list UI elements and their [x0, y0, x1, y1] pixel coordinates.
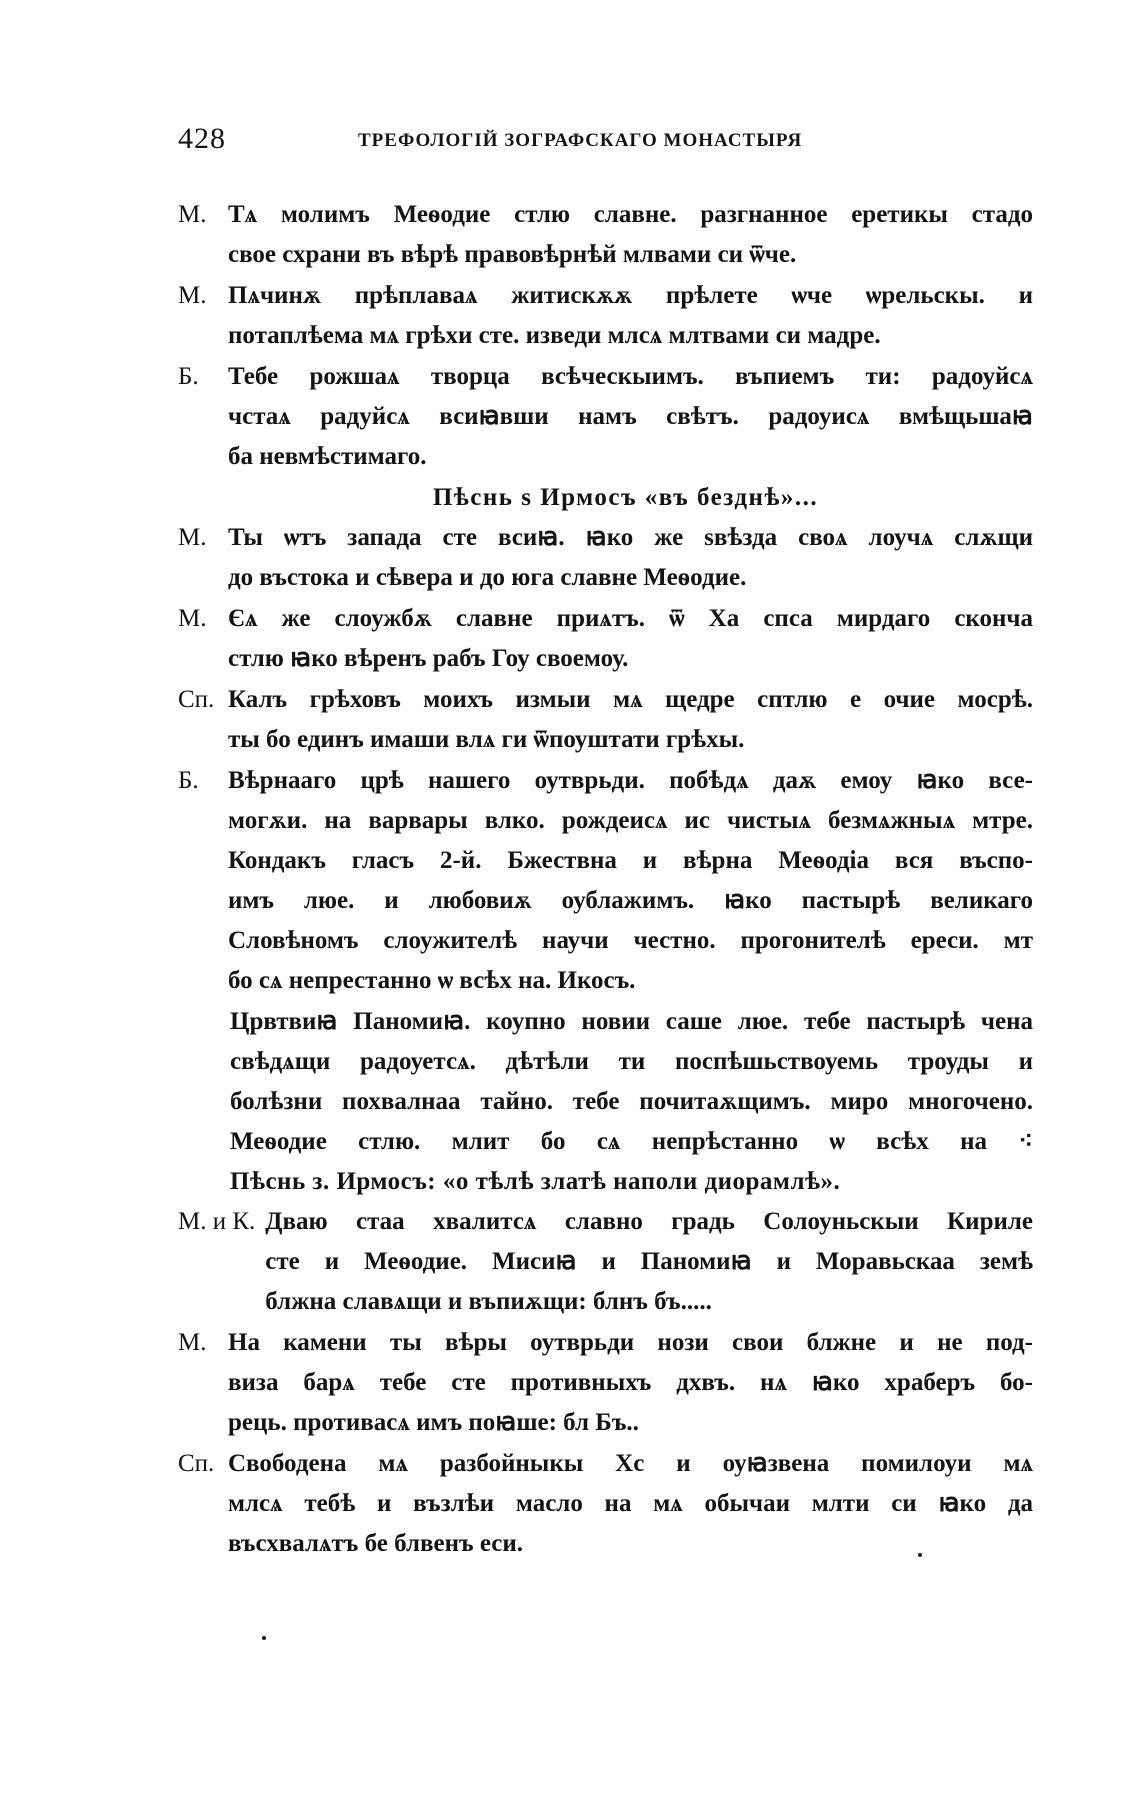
text-line: ба невмѣстимаго. — [228, 443, 427, 470]
text-line: болѣзни похвалнаа тайно. тебе почитаѫщимъ. миро многочено. — [230, 1088, 1033, 1115]
text-line: Калъ грѣховъ моихъ измыи мѧ щедре сптлю е очие мосрѣ. — [228, 686, 1033, 713]
text-line: имъ люе. и любовиѫ оублажимъ. ꙗко пастырѣ великаго — [228, 887, 1033, 914]
verse-lines — [228, 357, 1033, 477]
text-line: Вѣрнааго црѣ нашего оутврьди. побѣдѧ даѫ емоу ꙗко все- — [228, 767, 1033, 794]
speaker-label: Б. — [178, 767, 199, 794]
speaker-label: М. и К. — [178, 1208, 256, 1235]
speaker-label: М. — [178, 282, 207, 309]
speaker-label: М. — [178, 1329, 207, 1356]
text-line: въсхвалѧтъ бе блвенъ еси. — [228, 1530, 523, 1557]
page-header — [178, 122, 1038, 162]
verse-paragraph — [178, 518, 1033, 598]
page-number: 428 — [178, 122, 226, 155]
speaker-label: Сп. — [178, 1450, 215, 1477]
verse-paragraph — [178, 195, 1033, 275]
verse-paragraph — [178, 357, 1033, 477]
verse-lines — [228, 518, 1033, 598]
verse-paragraph — [178, 1202, 1033, 1322]
text-line: Тебе рожшаѧ творца всѣческыимъ. въпиемъ ти: радоуйсѧ — [228, 363, 1033, 390]
speaker-label: Сп. — [178, 686, 215, 713]
text-line: могѫи. на варвары влко. рождеисѧ ис чистыѧ безмѧжныѧ мтре. — [228, 807, 1033, 834]
text-line: блжна славѧщи и въпиѫщи: блнъ бъ..... — [265, 1288, 712, 1315]
text-line: чстаѧ радуйсѧ всиꙗвши намъ свѣтъ. радоуисѧ вмѣщьшаꙗ — [228, 403, 1033, 430]
print-speck — [918, 1553, 922, 1557]
speaker-label: Б. — [178, 363, 199, 390]
verse-lines — [228, 1323, 1033, 1443]
speaker-label: М. — [178, 201, 207, 228]
running-title: ТРЕФОЛОГІЙ ЗОГРАФСКАГО МОНАСТЫРЯ — [358, 130, 803, 151]
text-line: рець. противасѧ имъ поꙗше: бл Бъ.. — [228, 1409, 639, 1436]
text-line: млсѧ тебѣ и възлѣи масло на мѧ обычаи млти си ꙗко да — [228, 1490, 1033, 1517]
song-heading: Пѣснь ѕ Ирмосъ «въ безднѣ»... — [432, 484, 819, 511]
text-line: Црвтвиꙗ Паномиꙗ. коупно новии саше люе. тебе пастырѣ чена — [230, 1008, 1033, 1035]
ikos-block — [178, 1002, 1033, 1162]
text-line: до въстока и сѣвера и до юга славне Меѳодие. — [228, 564, 747, 591]
verse-lines — [228, 1444, 1033, 1564]
verse-lines — [228, 599, 1033, 679]
print-speck — [262, 1636, 266, 1640]
page-body — [178, 195, 1033, 1565]
text-line: Словѣномъ слоужителѣ научи честно. прогонителѣ ереси. мт — [228, 927, 1033, 954]
verse-paragraph — [178, 761, 1033, 1001]
verse-paragraph — [178, 276, 1033, 356]
verse-paragraph — [178, 599, 1033, 679]
song-heading: Пѣснь з. Ирмосъ: «о тѣлѣ златѣ наполи диорамлѣ». — [230, 1168, 841, 1195]
text-line: Тѧ молимъ Меѳодие стлю славне. разгнанное еретикы стадо — [228, 201, 1033, 228]
text-line: виза барѧ тебе сте противныхъ дхвъ. нѧ ꙗко храберъ бо- — [228, 1369, 1033, 1396]
text-line: Двaю стаа хвалитсѧ славно градь Солоуньскыи Кириле — [265, 1208, 1033, 1235]
text-line: Кондакъ гласъ 2-й. Бжествна и вѣрна Меѳодіа вся въспо- — [228, 847, 1033, 874]
verse-lines — [228, 276, 1033, 356]
verse-lines — [265, 1202, 1033, 1322]
speaker-label: М. — [178, 605, 207, 632]
text-line: потаплѣема мѧ грѣхи сте. изведи млсѧ млтвами си мадре. — [228, 322, 881, 349]
text-line: Меѳодие стлю. млит бо сѧ непрѣстанно ѡ всѣх на ⁖ — [230, 1128, 1033, 1155]
verse-paragraph — [178, 1444, 1033, 1564]
text-line: На камени ты вѣры оутврьди нози свои блжне и не под- — [228, 1329, 1033, 1356]
text-line: сте и Меѳодие. Мисиꙗ и Паномиꙗ и Моравьскаа земѣ — [265, 1248, 1033, 1275]
text-line: Пѧчинѫ прѣплаваѧ житискѫѫ прѣлете ѡче ѡрельскы. и — [228, 282, 1033, 309]
text-line: свѣдѧщи радоуетсѧ. дѣтѣли ти поспѣшьствоуемь троуды и — [230, 1048, 1033, 1075]
verse-paragraph — [178, 1323, 1033, 1443]
text-line: Єѧ же слоужбѫ славне приѧтъ. ѿ Ха спса мирдаго скончa — [228, 605, 1033, 632]
text-line: Свободена мѧ разбойныкы Хс и оуꙗзвена помилоуи мѧ — [228, 1450, 1033, 1477]
text-line: бо сѧ непрестанно ѡ всѣх на. Икосъ. — [228, 967, 636, 994]
text-line: ты бо единъ имаши влѧ ги ѿпоуштати грѣхы. — [228, 726, 745, 753]
verse-lines — [228, 761, 1033, 1001]
text-line: стлю ꙗко вѣренъ рабъ Гоу своемоу. — [228, 645, 629, 672]
text-line: свое схрани въ вѣрѣ правовѣрнѣй млвами си ѿче. — [228, 241, 797, 268]
verse-paragraph — [178, 680, 1033, 760]
verse-lines — [228, 680, 1033, 760]
text-line: Ты ѡтъ запада сте всиꙗ. ꙗко же ѕвѣзда своѧ лоучѧ слѫщи — [228, 524, 1033, 551]
verse-lines — [228, 195, 1033, 275]
speaker-label: М. — [178, 524, 207, 551]
